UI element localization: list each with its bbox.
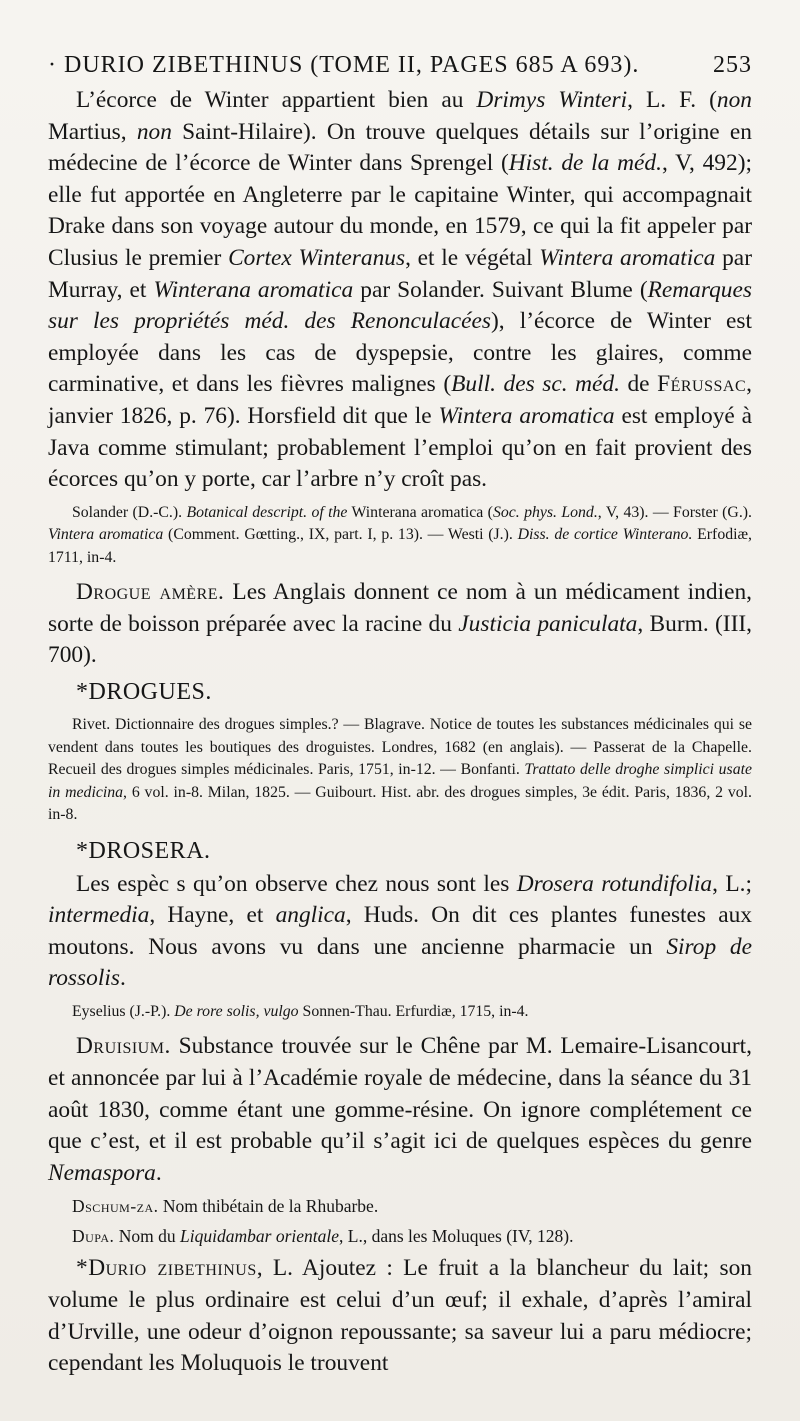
text-run: Winterana aromatica ( xyxy=(347,503,493,521)
italic-run: Remarques sur les propriétés méd. des Renonculacées xyxy=(48,276,752,335)
text-run: de xyxy=(619,371,658,398)
text-run: par Murray, et xyxy=(48,244,752,303)
italic-run: Justicia paniculata xyxy=(458,610,638,637)
italic-run: Bull. des sc. méd. xyxy=(451,371,620,398)
header-title: · DURIO ZIBETHINUS (TOME II, PAGES 685 A 693). xyxy=(48,52,640,78)
page-number: 253 xyxy=(713,52,752,78)
text-run: , L.; xyxy=(712,870,752,897)
italic-run: Sirop de rossolis xyxy=(48,933,753,992)
text-run: Les espèc s qu’on observe chez nous sont les xyxy=(76,870,517,897)
druisium-entry xyxy=(48,1031,752,1189)
text-run: , et le végétal xyxy=(405,244,540,271)
text-run: , Huds. On dit ces plantes funestes aux moutons. Nous avons vu dans une ancienne pharmacie un xyxy=(48,902,752,960)
italic-run: Liquidambar orientale xyxy=(180,1226,340,1247)
text-run: Les Anglais donnent ce nom à un médicament indien, sorte de boisson préparée avec la racine du xyxy=(48,579,752,637)
italic-run: Drimys Winteri xyxy=(476,87,628,113)
italic-run: Trattato delle droghe simplici usate in medicina xyxy=(48,761,752,801)
italic-run: Winterana aromatica xyxy=(153,276,354,303)
text-run: . xyxy=(155,1159,162,1186)
italic-run: Soc. phys. Lond. xyxy=(492,503,598,521)
winter-references xyxy=(48,502,752,570)
smallcaps-run: Férussac xyxy=(657,371,747,398)
text-run: , L. F. ( xyxy=(627,87,717,113)
entry-term: Drogue amère. xyxy=(76,579,225,606)
text-run: , 6 vol. in-8. Milan, 1825. — Guibourt. Hist. abr. des drogues simples, 3e édit. Paris, 1836, 2 vol. in-8. xyxy=(48,783,752,823)
text-run: , L. Ajoutez : Le fruit a la blancheur du lait; son volume le plus ordinaire est celui d’un œuf; il exhale, d’après l’amiral d’Urville, une odeur d’oignon repoussante; sa saveur lui a paru médiocre; cependant les Moluquois le trouvent xyxy=(48,1255,752,1377)
entry-term: *Durio zibethinus xyxy=(76,1255,257,1282)
text-run: , L., dans les Moluques (IV, 128). xyxy=(339,1226,574,1247)
text-run: ), l’écorce de Winter est employée dans les cas de dyspepsie, contre les glaires, comme carminative, et dans les fièvres malignes ( xyxy=(48,308,752,398)
text-run: Erfodiæ, 1711, in-4. xyxy=(48,526,752,566)
text-run: Rivet. Dictionnaire des drogues simples.? — Blagrave. Notice de toutes les substances médicinales qui se vendent dans toutes les boutiques des droguistes. Londres, 1682 (en anglais). — Passerat de la Chapelle. Recueil des drogues simples médicinales. Paris, 1751, in-12. — Bonfanti. xyxy=(48,716,752,778)
durio-entry xyxy=(48,1253,752,1379)
text-run: par Solander. Suivant Blume ( xyxy=(353,276,648,303)
italic-run: Drosera rotundifolia xyxy=(516,870,713,897)
drosera-paragraph xyxy=(48,869,752,995)
italic-run: Wintera aromatica xyxy=(438,402,615,429)
text-run: est employé à Java comme stimulant; probablement l’emploi qu’on en fait provient des écorces qu’on y porte, car l’arbre n’y croît pas. xyxy=(48,402,753,493)
italic-run: Hist. de la méd. xyxy=(508,150,662,177)
text-run: , Burm. (III, 700). xyxy=(48,610,752,669)
italic-run: intermedia xyxy=(48,902,150,929)
drosera-reference xyxy=(48,1001,752,1024)
italic-run: anglica xyxy=(275,902,346,929)
text-run: Sonnen-Thau. Erfurdiæ, 1715, in-4. xyxy=(298,1002,529,1020)
italic-run: Vintera aromatica xyxy=(48,526,164,544)
drogue-amere-entry xyxy=(48,577,752,672)
running-header xyxy=(48,52,752,79)
dschum-za-entry xyxy=(48,1193,752,1219)
text-run: , V, 43). — Forster (G.). xyxy=(597,503,752,521)
italic-run: De rore solis, vulgo xyxy=(174,1002,299,1020)
text-run: Saint-Hilaire). On trouve quelques détails sur l’origine en médecine de l’écorce de Winter dans Sprengel ( xyxy=(48,118,752,177)
entry-term: Dupa. xyxy=(72,1226,115,1247)
drogues-references xyxy=(48,714,752,827)
italic-run: non xyxy=(136,118,172,145)
italic-run: non xyxy=(716,87,752,113)
dupa-entry xyxy=(48,1223,752,1249)
text-run: Solander (D.-C.). xyxy=(72,503,187,521)
text-run: (Comment. Gœtting., IX, part. I, p. 13). — Westi (J.). xyxy=(163,526,518,544)
text-run: Substance trouvée sur le Chêne par M. Lemaire-Lisancourt, et annoncée par lui à l’Académie royale de médecine, dans la séance du 31 août 1830, comme étant une gomme-résine. On ignore complétement ce que c’est, et il est probable qu’il s’agit ici de quelques espèces du genre xyxy=(48,1033,752,1155)
text-run: , V, 492); elle fut apportée en Angleterre par le capitaine Winter, qui accompagnait Drake dans son voyage autour du monde, en 1579, ce qui la fit appeler par Clusius le premier xyxy=(48,150,752,271)
italic-run: Wintera aromatica xyxy=(539,244,716,271)
drogues-heading: *DROGUES. xyxy=(76,679,212,705)
text-run: Martius, xyxy=(48,118,137,145)
italic-run: Diss. de cortice Winterano. xyxy=(517,526,693,544)
entry-term: Dschum-za. xyxy=(72,1196,159,1217)
text-run: Eyselius (J.-P.). xyxy=(72,1002,175,1020)
text-run: , janvier 1826, p. 76). Horsfield dit que le xyxy=(48,371,752,429)
italic-run: Cortex Winteranus xyxy=(228,244,406,271)
italic-run: Botanical descript. of the xyxy=(186,503,348,521)
text-run: L’écorce de Winter appartient bien au xyxy=(76,87,477,113)
winter-paragraph xyxy=(48,85,752,496)
text-run: . xyxy=(119,965,126,992)
entry-term: Druisium. xyxy=(76,1033,171,1060)
text-run: Nom thibétain de la Rhubarbe. xyxy=(158,1196,379,1217)
italic-run: Nemaspora xyxy=(48,1159,156,1186)
text-run: , Hayne, et xyxy=(149,902,276,929)
text-run: Nom du xyxy=(114,1226,181,1247)
drosera-heading: *DROSERA. xyxy=(76,837,211,864)
